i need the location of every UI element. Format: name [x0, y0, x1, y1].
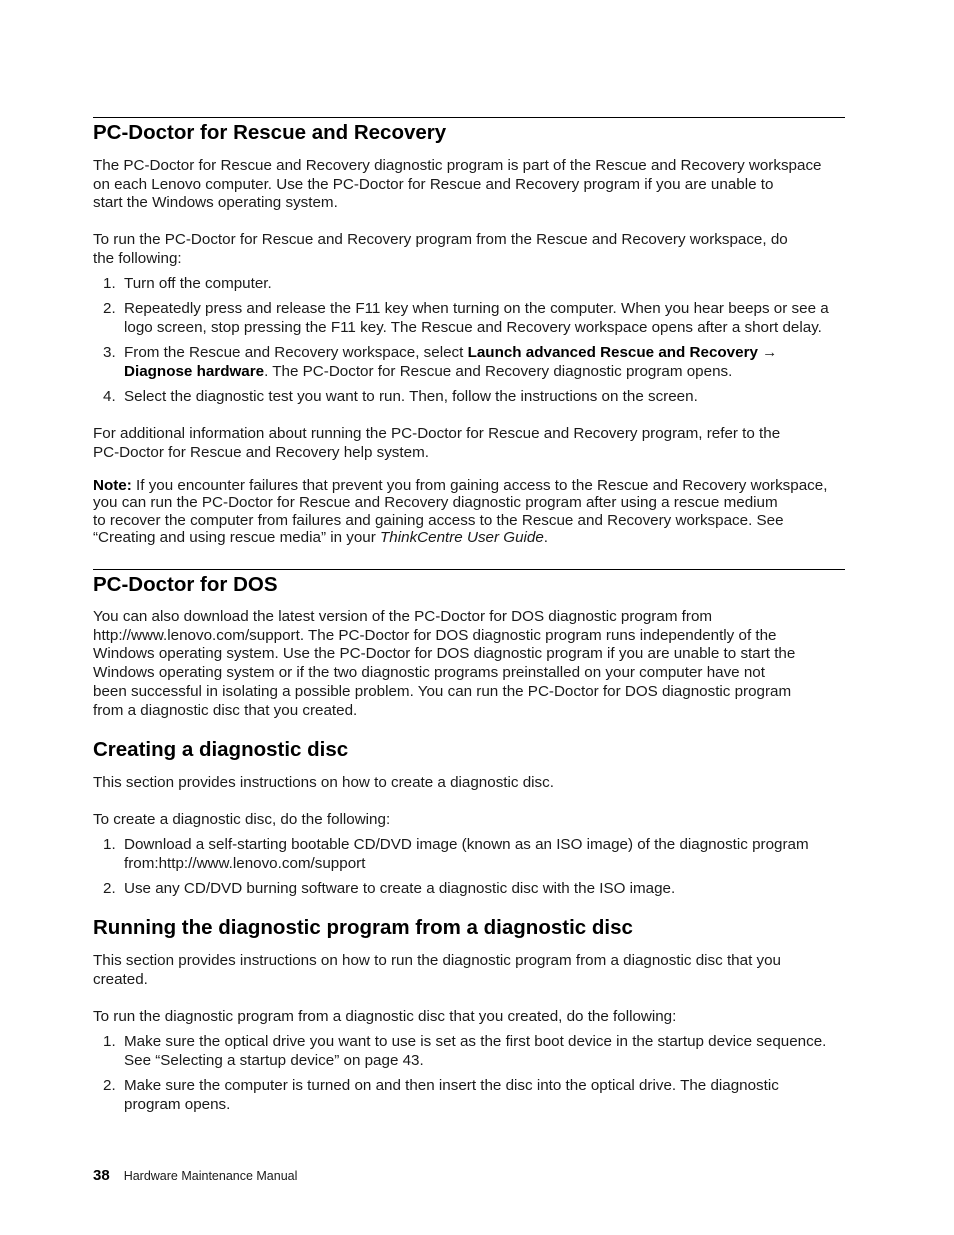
subsection-heading-running-disc: Running the diagnostic program from a diagnostic disc [93, 916, 633, 939]
paragraph-running-intro: This section provides instructions on how to run the diagnostic program from a diagnostic disc that you created. [93, 952, 782, 988]
note-label: Note: [93, 477, 132, 494]
paragraph-running-lead: To run the diagnostic program from a diagnostic disc that you created, do the following: [93, 1008, 677, 1025]
manual-title: Hardware Maintenance Manual [123, 1169, 298, 1183]
section-heading-pc-doctor-dos: PC-Doctor for DOS [93, 573, 278, 596]
page-number: 38 [93, 1167, 110, 1184]
menu-path-diagnose-hardware: Diagnose hardware [124, 362, 265, 380]
paragraph-creating-lead: To create a diagnostic disc, do the following: [93, 811, 391, 828]
guide-title: ThinkCentre User Guide [380, 528, 544, 546]
section-divider [93, 117, 845, 118]
paragraph-rescue-intro: The PC-Doctor for Rescue and Recovery diagnostic program is part of the Rescue and Recovery workspace on each Lenovo computer. Use the PC-Doctor for Rescue and Recovery program if you are unable to start the Windows operating system. [93, 157, 822, 212]
paragraph-dos-intro: You can also download the latest version of the PC-Doctor for DOS diagnostic program from http://www.lenovo.com/support. The PC-Doctor for DOS diagnostic program runs independently of the Windows operating system. Use the PC-Doctor for DOS diagnostic program if you are unable to start the Windows operating system or if the two diagnostic programs preinstalled on your computer have not been successful in isolating a possible problem. You can run the PC-Doctor for DOS diagnostic program from a diagnostic disc that you created. [93, 608, 796, 719]
note-paragraph: Note: If you encounter failures that prevent you from gaining access to the Rescue and Recovery workspace, you can run the PC-Doctor for Rescue and Recovery diagnostic program after using a rescue medium to recover the computer from failures and gaining access to the Rescue and Recovery workspace. See “Creating and using rescue media” in your ThinkCentre User Guide. [93, 477, 828, 546]
paragraph-additional-info: For additional information about running the PC-Doctor for Rescue and Recovery program, refer to the PC-Doctor for Rescue and Recovery help system. [93, 425, 781, 461]
arrow-icon: → [757, 344, 778, 361]
section-divider [93, 569, 845, 570]
paragraph-rescue-lead: To run the PC-Doctor for Rescue and Recovery program from the Rescue and Recovery workspace, do the following: [93, 231, 788, 267]
subsection-heading-creating-disc: Creating a diagnostic disc [93, 738, 349, 761]
section-heading-rescue-recovery: PC-Doctor for Rescue and Recovery [93, 121, 447, 144]
menu-path-launch-advanced: Launch advanced Rescue and Recovery [467, 344, 758, 361]
paragraph-creating-intro: This section provides instructions on how to create a diagnostic disc. [93, 774, 554, 791]
page-footer [93, 1167, 297, 1184]
